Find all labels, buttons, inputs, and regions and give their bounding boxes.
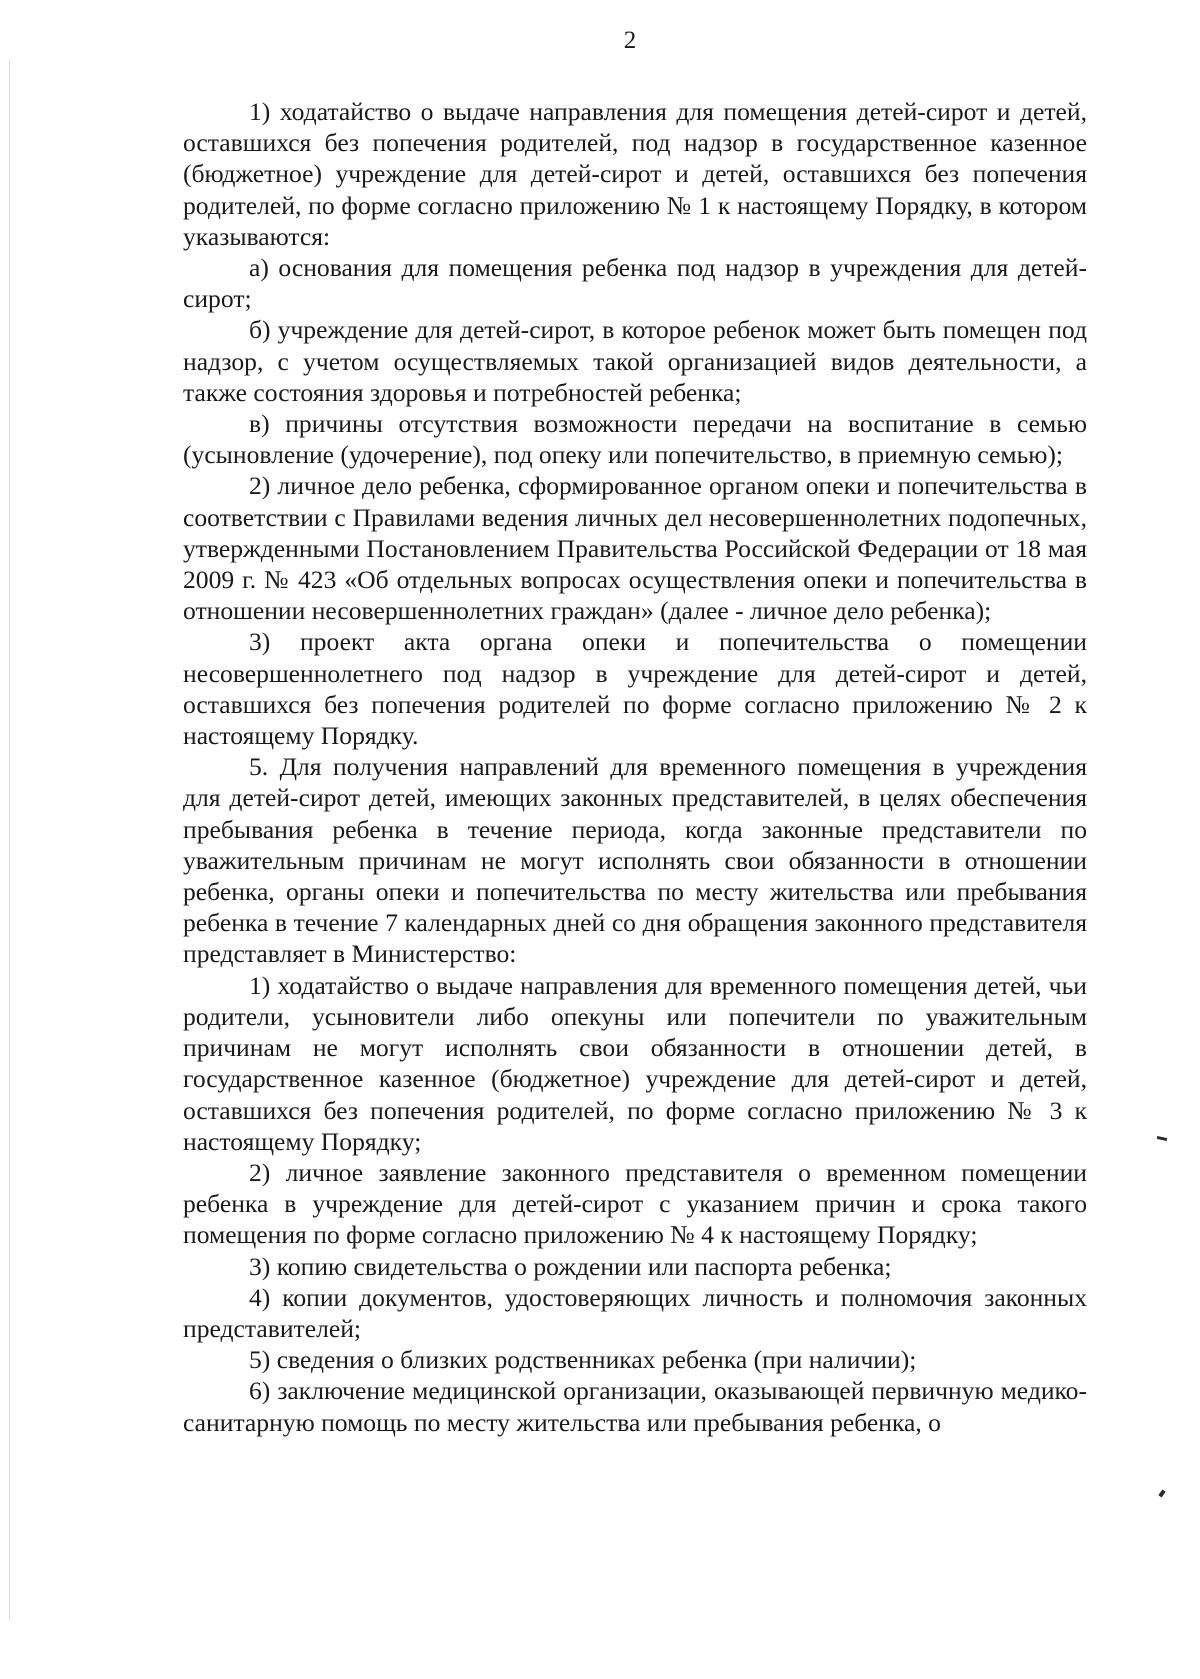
paragraph-5-2-application: 2) личное заявление законного представителя о временном помещении ребенка в учреждение для детей-сирот с указанием причин и срока такого помещения по форме согласно приложению № 4 к настоящему Порядку; — [183, 1157, 1087, 1250]
paragraph-1b-institution: б) учреждение для детей-сирот, в которое ребенок может быть помещен под надзор, с учетом осуществляемых такой организацией видов деятельности, а также состояния здоровья и потребностей ребенка; — [183, 315, 1087, 407]
document-body — [183, 96, 1087, 1438]
paragraph-5-temporary-placement: 5. Для получения направлений для временного помещения в учреждения для детей-сирот детей, имеющих законных представителей, в целях обеспечения пребывания ребенка в течение периода, когда законные представители по уважительным причинам не могут исполнять свои обязанности в отношении ребенка, органы опеки и попечительства по месту жительства или пребывания ребенка в течение 7 календарных дней со дня обращения законного представителя представляет в Министерство: — [183, 752, 1087, 969]
paragraph-5-3-birth-certificate: 3) копию свидетельства о рождении или паспорта ребенка; — [249, 1251, 892, 1281]
paragraph-5-5-relatives: 5) сведения о близких родственниках ребенка (при наличии); — [249, 1345, 917, 1375]
paragraph-1c-reasons: в) причины отсутствия возможности передачи на воспитание в семью (усыновление (удочерение), под опеку или попечительство, в приемную семью); — [183, 409, 1087, 470]
paragraph-1-petition: 1) ходатайство о выдаче направления для помещения детей-сирот и детей, оставшихся без попечения родителей, под надзор в государственное казенное (бюджетное) учреждение для детей-сирот и детей, оставшихся без попечения родителей, по форме согласно приложению № 1 к настоящему Порядку, в котором указываются: — [183, 97, 1087, 251]
scan-edge-line — [9, 60, 10, 1620]
scan-tick-mark — [1158, 1489, 1165, 1497]
page-number: 2 — [623, 27, 637, 54]
paragraph-5-1-petition: 1) ходатайство о выдаче направления для временного помещения детей, чьи родители, усыновители либо опекуны или попечители по уважительным причинам не могут исполнять свои обязанности в отношении детей, в государственное казенное (бюджетное) учреждение для детей-сирот и детей, оставшихся без попечения родителей, по форме согласно приложению № 3 к настоящему Порядку; — [183, 970, 1087, 1156]
paragraph-5-4-identity-documents: 4) копии документов, удостоверяющих личность и полномочия законных представителей; — [183, 1282, 1087, 1343]
paragraph-1a-grounds: а) основания для помещения ребенка под надзор в учреждения для детей-сирот; — [183, 253, 1087, 314]
scan-dash-mark — [1157, 1136, 1167, 1141]
paragraph-5-6-medical-conclusion: 6) заключение медицинской организации, оказывающей первичную медико-санитарную помощь по месту жительства или пребывания ребенка, о — [183, 1376, 1087, 1437]
paragraph-2-personal-file: 2) личное дело ребенка, сформированное органом опеки и попечительства в соответствии с Правилами ведения личных дел несовершеннолетних подопечных, утвержденными Постановлением Правительства Российской Федерации от 18 мая 2009 г. № 423 «Об отдельных вопросах осуществления опеки и попечительства в отношении несовершеннолетних граждан» (далее - личное дело ребенка); — [183, 471, 1087, 626]
paragraph-3-draft-act: 3) проект акта органа опеки и попечительства о помещении несовершеннолетнего под надзор в учреждение для детей-сирот и детей, оставшихся без попечения родителей по форме согласно приложению № 2 к настоящему Порядку. — [183, 627, 1087, 751]
